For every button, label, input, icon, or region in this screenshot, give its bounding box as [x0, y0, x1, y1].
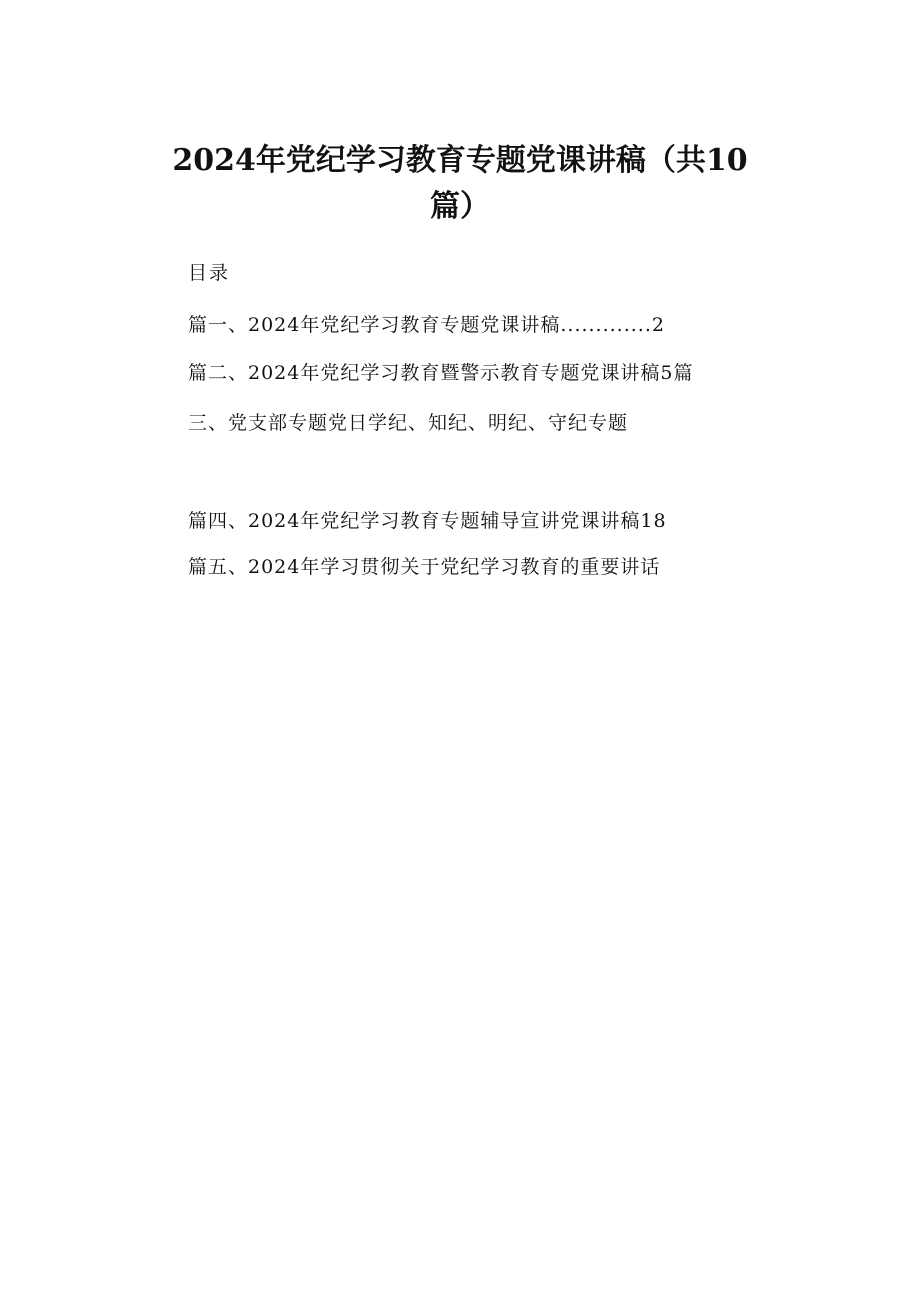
- toc-entry-label: 篇四、2024年党纪学习教育专题辅导宣讲党课讲稿18: [188, 510, 667, 532]
- toc-entry-leader: .............: [560, 314, 652, 336]
- toc-entry-label: 篇一、2024年党纪学习教育专题党课讲稿: [188, 314, 561, 336]
- toc-heading: 目录: [188, 262, 231, 284]
- title-line-2: 篇）: [430, 189, 490, 224]
- toc-entry-page: 2: [651, 314, 665, 336]
- toc-entry-label: 三、党支部专题党日学纪、知纪、明纪、守纪专题: [188, 412, 629, 434]
- toc-entry-3[interactable]: [188, 408, 628, 435]
- toc-entry-label: 篇二、2024年党纪学习教育暨警示教育专题党课讲稿5篇: [188, 362, 694, 384]
- title-line-1: 2024年党纪学习教育专题党课讲稿（共10: [172, 143, 748, 178]
- page-title: [150, 138, 770, 230]
- toc-entry-5[interactable]: [188, 552, 660, 579]
- toc-entry-label: 篇五、2024年学习贯彻关于党纪学习教育的重要讲话: [188, 556, 661, 578]
- toc-entry-1[interactable]: [188, 310, 665, 337]
- toc-entry-4[interactable]: [188, 506, 667, 533]
- toc-entry-2[interactable]: [188, 358, 693, 385]
